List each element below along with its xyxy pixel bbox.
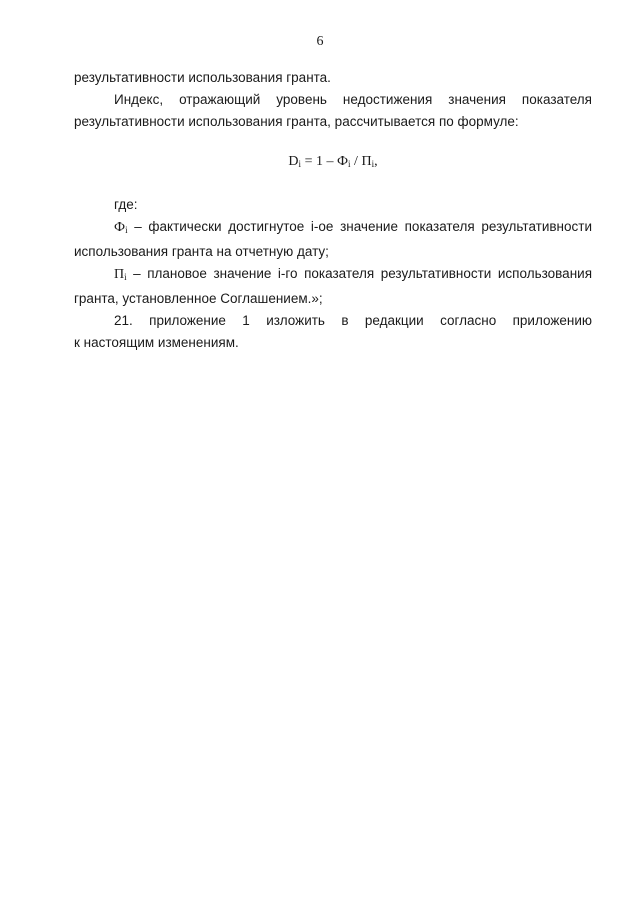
text-line: к настоящим изменениям. bbox=[74, 335, 239, 350]
symbol-pi bbox=[114, 267, 127, 282]
item-21-line1 bbox=[74, 310, 592, 332]
symbol-letter: П bbox=[114, 267, 125, 282]
formula-f: Ф bbox=[336, 154, 349, 169]
text-line: результативности использования гранта. bbox=[74, 70, 331, 85]
paragraph-continuation bbox=[74, 67, 592, 89]
formula-d: D bbox=[288, 154, 299, 169]
text-line: Индекс, отражающий уровень недостижения значения показателя bbox=[114, 92, 592, 107]
formula-p: П bbox=[361, 154, 372, 169]
text-line: – плановое значение i-го показателя результативности использования bbox=[126, 266, 592, 281]
formula-d-sub: i bbox=[298, 159, 302, 169]
formula-f-sub: i bbox=[348, 159, 351, 169]
definition-pi-line1 bbox=[74, 263, 592, 288]
symbol-sub: i bbox=[125, 225, 128, 235]
formula-slash: / bbox=[350, 154, 362, 169]
definition-fi-line1 bbox=[74, 216, 592, 241]
page-number: 6 bbox=[316, 34, 324, 49]
text-line: результативности использования гранта, рассчитывается по формуле: bbox=[74, 114, 519, 129]
text-line: – фактически достигнутое i-ое значение показателя результативности bbox=[127, 219, 592, 234]
formula-end: , bbox=[374, 154, 378, 169]
item-21-line2 bbox=[74, 332, 592, 354]
paragraph-index-line1 bbox=[74, 89, 592, 111]
text-line: где: bbox=[114, 197, 138, 212]
text-line: гранта, установленное Соглашением.»; bbox=[74, 291, 323, 306]
definition-fi-line2 bbox=[74, 241, 592, 263]
symbol-letter: Ф bbox=[114, 220, 126, 235]
formula-mid: = 1 – bbox=[301, 154, 337, 169]
paragraph-index-line2 bbox=[74, 111, 592, 133]
where-label bbox=[74, 194, 592, 216]
formula-p-sub: i bbox=[371, 159, 375, 169]
formula bbox=[74, 151, 592, 175]
definition-pi-line2 bbox=[74, 288, 592, 310]
symbol-sub: i bbox=[124, 272, 127, 282]
document-body bbox=[74, 67, 592, 354]
text-line: 21. приложение 1 изложить в редакции согласно приложению bbox=[114, 313, 592, 328]
symbol-fi bbox=[114, 220, 128, 235]
text-line: использования гранта на отчетную дату; bbox=[74, 244, 329, 259]
